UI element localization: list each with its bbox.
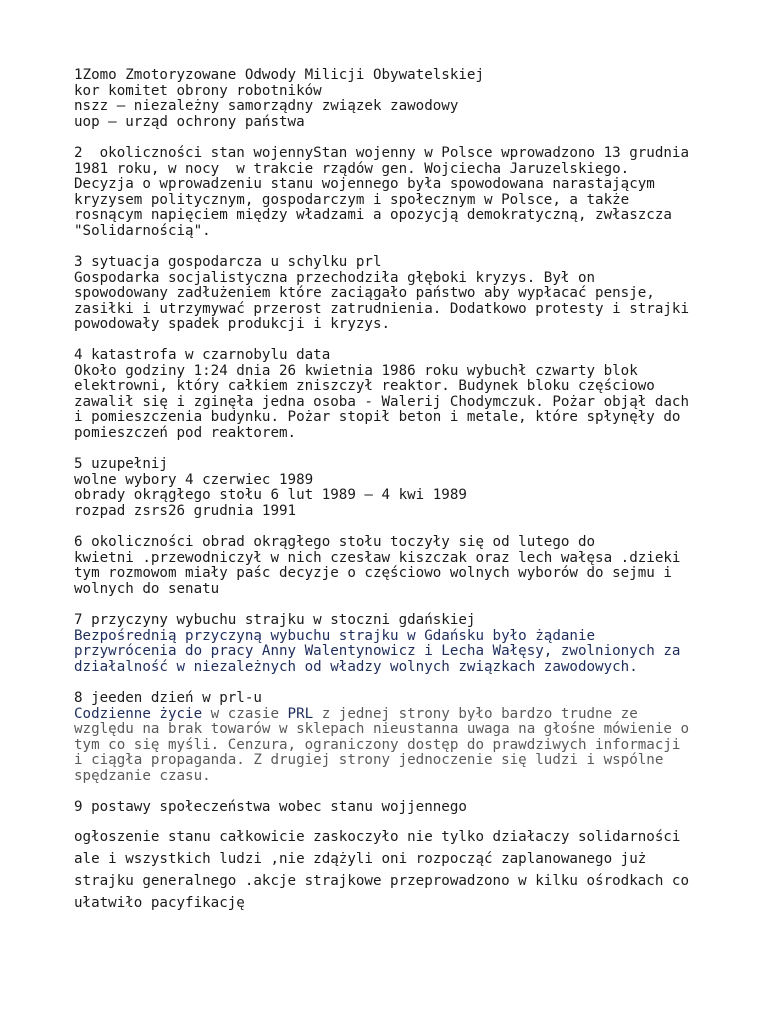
- text-run: ogłoszenie stanu całkowicie zaskoczyło nie tylko działaczy solidarności: [74, 829, 681, 845]
- text-run: 5 uzupełnij: [74, 456, 168, 472]
- text-line: [74, 753, 754, 769]
- text-line: [74, 722, 754, 738]
- section-heading-line: [74, 691, 754, 707]
- text-run: obrady okrągłego stołu 6 lut 1989 – 4 kwi 1989: [74, 487, 467, 504]
- section-8: [74, 691, 754, 785]
- text-line: [74, 870, 754, 892]
- text-line: [74, 317, 754, 333]
- section-heading-line: [74, 826, 754, 848]
- text-run: Około godziny 1:24 dnia 26 kwietnia 1986 roku wybuchł czwarty blok: [74, 362, 638, 379]
- text-line: [74, 426, 754, 442]
- text-run: działalność w niezależnych od władzy wolnych związkach zawodowych.: [74, 658, 638, 675]
- text-run: spędzanie czasu.: [74, 767, 211, 784]
- text-run: zasiłki i utrzymywać przerost zatrudnienia. Dodatkowo protesty i strajki: [74, 300, 689, 317]
- text-run: 4 katastrofa w czarnobylu data: [74, 347, 331, 363]
- text-line: [74, 177, 754, 193]
- text-line: [74, 769, 754, 785]
- text-run: 1Zomo Zmotoryzowane Odwody Milicji Obywatelskiej: [74, 67, 484, 83]
- text-line: [74, 271, 754, 287]
- text-run: 6 okoliczności obrad okrągłego stołu toczyły się od lutego do: [74, 534, 596, 550]
- section-heading-line: [74, 535, 754, 551]
- section-10: [74, 826, 754, 914]
- text-run: Bezpośrednią przyczyną wybuchu strajku w Gdańsku było żądanie: [74, 627, 596, 644]
- section-heading-line: [74, 800, 754, 816]
- text-run: tym rozmowom miały paśc decyzje o częściowo wolnych wyborów do sejmu i: [74, 565, 672, 582]
- text-line: [74, 848, 754, 870]
- text-run: z jednej strony było bardzo trudne ze: [313, 705, 638, 722]
- text-run: 2 okoliczności stan wojennyStan wojenny w Polsce wprowadzono 13 grudnia: [74, 145, 689, 161]
- text-line: [74, 473, 754, 489]
- text-line: [74, 582, 754, 598]
- text-run: 3 sytuacja gospodarcza u schylku prl: [74, 254, 382, 270]
- text-run: względu na brak towarów w sklepach nieustanna uwaga na głośne mówienie o: [74, 721, 689, 738]
- section-7: [74, 613, 754, 675]
- text-line: [74, 395, 754, 411]
- text-run: 8 jeeden dzień w prl-u: [74, 690, 262, 706]
- text-run: ułatwiło pacyfikację: [74, 895, 245, 911]
- text-line: [74, 162, 754, 178]
- text-run: tym co się myśli. Cenzura, ograniczony dostęp do prawdziwych informacji: [74, 736, 681, 753]
- text-line: [74, 193, 754, 209]
- text-run: powodowały spadek produkcji i kryzys.: [74, 316, 391, 333]
- text-run: w czasie: [202, 705, 288, 722]
- text-line: [74, 99, 754, 115]
- text-line: [74, 224, 754, 240]
- section-heading-line: [74, 146, 754, 162]
- text-run: spowodowany zadłużeniem które zaciągało państwo aby wypłacać pensje,: [74, 285, 655, 302]
- text-run: nszz – niezależny samorządny związek zawodowy: [74, 98, 459, 115]
- text-line: [74, 629, 754, 645]
- section-1: [74, 68, 754, 130]
- text-line: [74, 504, 754, 520]
- text-line: [74, 302, 754, 318]
- text-run: przywrócenia do pracy Anny Walentynowicz i Lecha Wałęsy, zwolnionych za: [74, 643, 681, 660]
- section-heading-line: [74, 348, 754, 364]
- text-run: 9 postawy społeczeństwa wobec stanu wojjennego: [74, 799, 467, 815]
- text-run: wolnych do senatu: [74, 580, 220, 597]
- text-line: [74, 364, 754, 380]
- text-run: strajku generalnego .akcje strajkowe przeprowadzono w kilku ośrodkach co: [74, 873, 689, 889]
- text-run: ale i wszystkich ludzi ,nie zdążyli oni rozpocząć zaplanowanego już: [74, 851, 647, 867]
- text-run: "Solidarnością".: [74, 222, 211, 239]
- text-line: [74, 286, 754, 302]
- text-line: [74, 707, 754, 723]
- text-run: uop – urząd ochrony państwa: [74, 113, 305, 130]
- text-run: pomieszczeń pod reaktorem.: [74, 424, 297, 441]
- text-run: Gospodarka socjalistyczna przechodziła głęboki kryzys. Był on: [74, 269, 596, 286]
- section-5: [74, 457, 754, 519]
- section-heading-line: [74, 457, 754, 473]
- text-run: elektrowni, który całkiem zniszczył reaktor. Budynek bloku częściowo: [74, 378, 655, 395]
- text-run: kor komitet obrony robotników: [74, 82, 322, 99]
- section-9: [74, 800, 754, 816]
- text-line: [74, 379, 754, 395]
- text-run: 1981 roku, w nocy w trakcie rządów gen. Wojciecha Jaruzelskiego.: [74, 160, 630, 177]
- text-run: rozpad zsrs26 grudnia 1991: [74, 502, 297, 519]
- text-line: [74, 208, 754, 224]
- text-run: i pomieszczenia budynku. Pożar stopił beton i metale, które spłynęły do: [74, 409, 681, 426]
- text-line: [74, 566, 754, 582]
- text-line: [74, 488, 754, 504]
- section-6: [74, 535, 754, 597]
- text-line: [74, 551, 754, 567]
- text-line: [74, 738, 754, 754]
- text-run: zawalił się i zginęła jedna osoba - Walerij Chodymczuk. Pożar objął dach: [74, 393, 689, 410]
- text-run: i ciągła propaganda. Z drugiej strony jednoczenie się ludzi i wspólne: [74, 752, 664, 769]
- section-2: [74, 146, 754, 240]
- text-run: Codzienne życie: [74, 705, 203, 722]
- text-run: PRL: [287, 705, 314, 722]
- text-run: Decyzja o wprowadzeniu stanu wojennego była spowodowana narastającym: [74, 176, 655, 193]
- text-line: [74, 892, 754, 914]
- text-line: [74, 84, 754, 100]
- section-4: [74, 348, 754, 442]
- section-heading-line: [74, 613, 754, 629]
- text-run: kwietni .przewodniczył w nich czesław kiszczak oraz lech wałęsa .dzieki: [74, 549, 681, 566]
- section-heading-line: [74, 255, 754, 271]
- text-run: rosnącym napięciem między władzami a opozycją demokratyczną, zwłaszcza: [74, 207, 672, 224]
- section-3: [74, 255, 754, 333]
- text-run: 7 przyczyny wybuchu strajku w stoczni gdańskiej: [74, 612, 476, 628]
- text-run: wolne wybory 4 czerwiec 1989: [74, 471, 314, 488]
- text-line: [74, 644, 754, 660]
- text-line: [74, 410, 754, 426]
- text-run: kryzysem politycznym, gospodarczym i społecznym w Polsce, a także: [74, 191, 630, 208]
- section-heading-line: [74, 68, 754, 84]
- text-line: [74, 115, 754, 131]
- text-line: [74, 660, 754, 676]
